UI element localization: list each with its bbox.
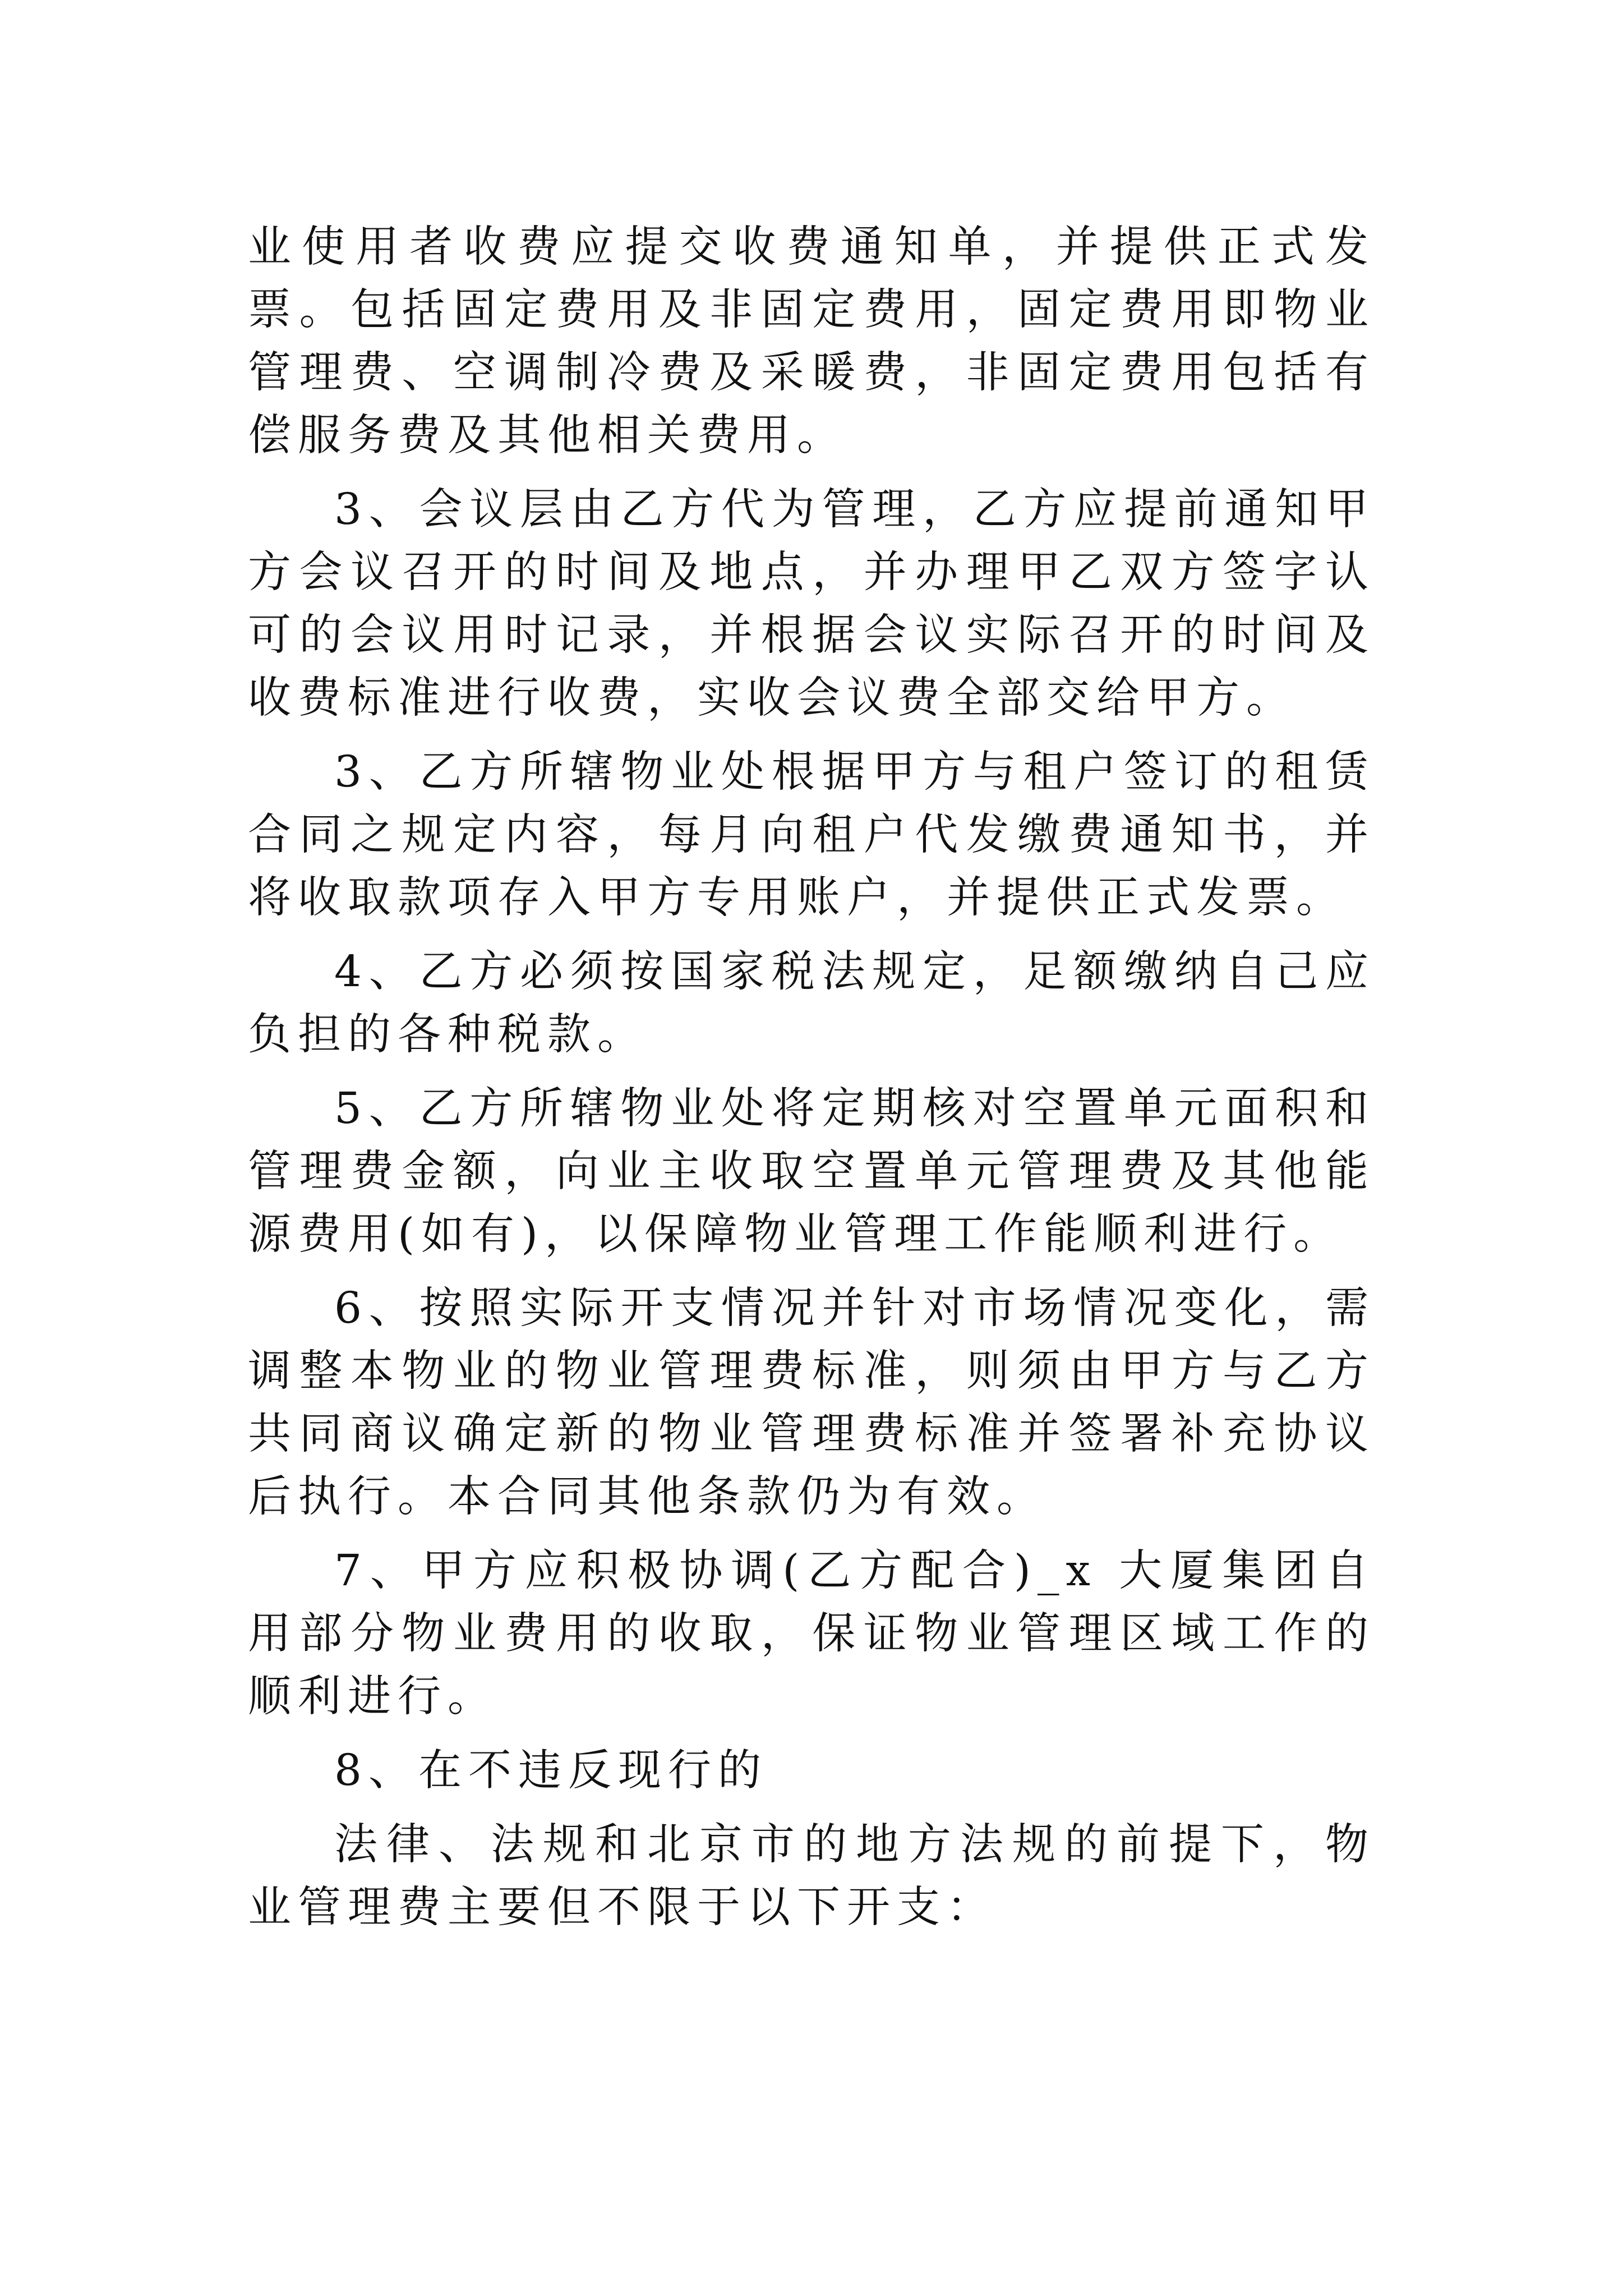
paragraph-clause-3-tenant-notice: 3、乙方所辖物业处根据甲方与租户签订的租赁合同之规定内容，每月向租户代发缴费通知书，并将收取款项存入甲方专用账户，并提供正式发票。 xyxy=(248,747,1375,923)
document-body xyxy=(248,216,1375,1950)
paragraph-fee-invoice: 业使用者收费应提交收费通知单，并提供正式发票。包括固定费用及非固定费用，固定费用即物业管理费、空调制冷费及采暖费，非固定费用包括有偿服务费及其他相关费用。 xyxy=(248,222,1375,461)
paragraph-clause-3-meeting: 3、会议层由乙方代为管理，乙方应提前通知甲方会议召开的时间及地点，并办理甲乙双方签字认可的会议用时记录，并根据会议实际召开的时间及收费标准进行收费，实收会议费全部交给甲方。 xyxy=(248,485,1375,723)
paragraph-clause-5-vacant-units: 5、乙方所辖物业处将定期核对空置单元面积和管理费金额，向业主收取空置单元管理费及其他能源费用(如有)，以保障物业管理工作能顺利进行。 xyxy=(248,1084,1375,1259)
paragraph-clause-8-intro: 8、在不违反现行的 xyxy=(334,1746,768,1796)
paragraph-clause-7-coordination: 7、甲方应积极协调(乙方配合)_x 大厦集团自用部分物业费用的收取，保证物业管理区域工作的顺利进行。 xyxy=(248,1546,1375,1722)
paragraph-clause-8-expenses: 法律、法规和北京市的地方法规的前提下，物业管理费主要但不限于以下开支： xyxy=(248,1820,1375,1932)
paragraph-clause-6-fee-adjustment: 6、按照实际开支情况并针对市场情况变化，需调整本物业的物业管理费标准，则须由甲方与乙方共同商议确定新的物业管理费标准并签署补充协议后执行。本合同其他条款仍为有效。 xyxy=(248,1283,1375,1522)
paragraph-clause-4-tax: 4、乙方必须按国家税法规定，足额缴纳自己应负担的各种税款。 xyxy=(248,947,1375,1060)
